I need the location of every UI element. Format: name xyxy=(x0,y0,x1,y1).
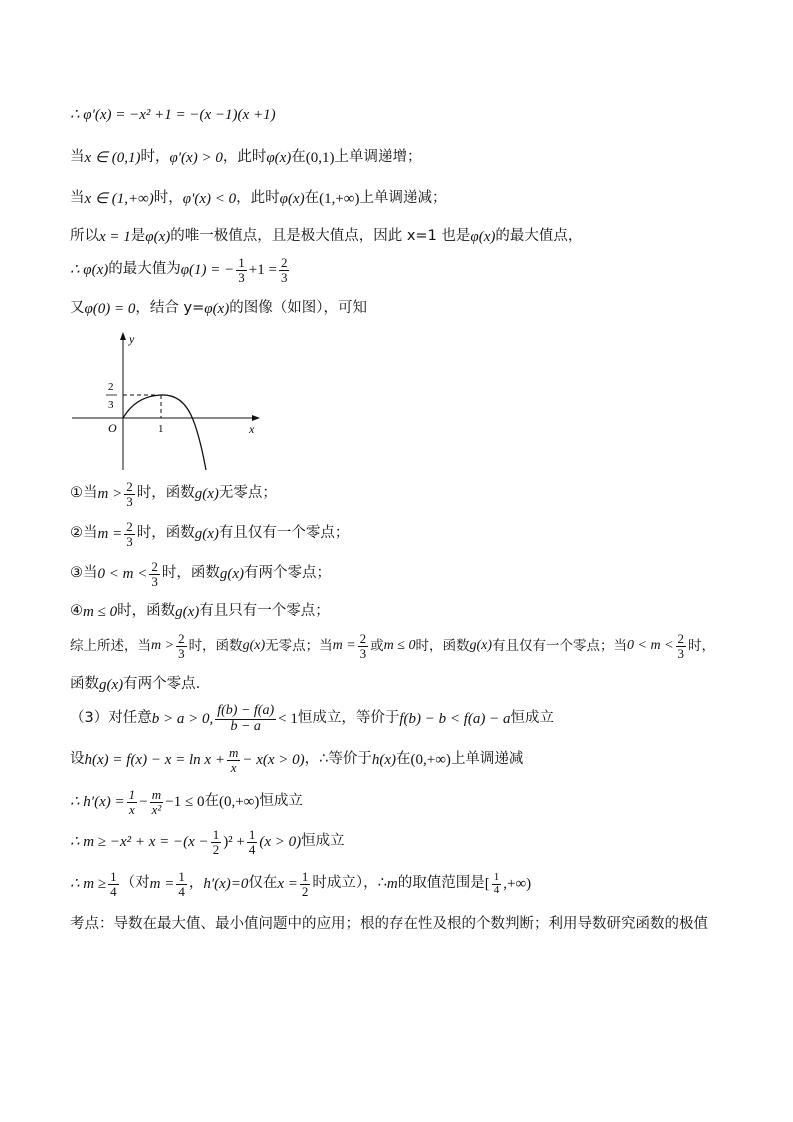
math: −1 ≤ 0 xyxy=(165,794,205,811)
text: 上单调递减； xyxy=(359,190,447,207)
text: 当 xyxy=(70,149,85,166)
x-tick-label: 1 xyxy=(158,423,164,435)
text: ①当 xyxy=(70,485,98,502)
text: 时，函数 xyxy=(188,638,243,655)
denominator: 3 xyxy=(677,645,685,661)
text: ④ xyxy=(70,603,83,620)
h-definition-line xyxy=(70,746,523,774)
fraction xyxy=(215,704,276,734)
math: ,+∞) xyxy=(503,876,532,893)
text: 无零点；当 xyxy=(265,638,333,655)
text: ， xyxy=(188,875,204,892)
text: ，此时 xyxy=(222,149,267,166)
fraction xyxy=(124,480,135,508)
denominator: x xyxy=(230,759,237,775)
fraction xyxy=(300,870,311,898)
fraction xyxy=(492,872,502,896)
math: +1 = xyxy=(248,262,277,279)
math: < 1 xyxy=(278,711,298,728)
math: φ(1) = − xyxy=(180,262,235,279)
denominator: 3 xyxy=(126,493,133,509)
summary-line-1 xyxy=(70,632,715,660)
math: g(x) xyxy=(175,604,200,620)
math: )² + xyxy=(223,834,245,851)
numerator: 1 xyxy=(178,869,185,884)
text: 上单调递增； xyxy=(334,149,422,166)
phi-curve xyxy=(123,395,206,470)
text: 又 xyxy=(70,300,85,317)
text: 时， xyxy=(688,638,716,655)
fraction xyxy=(150,788,164,816)
denominator: 4 xyxy=(248,841,256,857)
text: 恒成立，等价于 xyxy=(297,710,400,727)
text: 无零点； xyxy=(218,485,277,502)
text: 上单调递减 xyxy=(450,751,524,768)
text: 有且仅有一个零点； xyxy=(218,525,350,542)
fraction xyxy=(127,788,138,816)
text: 函数 xyxy=(70,676,99,693)
math: φ′(x) < 0 xyxy=(182,191,237,207)
h-derivative-line xyxy=(70,788,303,816)
text: 恒成立 xyxy=(301,833,345,850)
y-axis-label: y xyxy=(129,332,135,346)
numerator: 2 xyxy=(151,559,158,574)
denominator: b − a xyxy=(230,718,261,734)
denominator: 2 xyxy=(212,841,220,857)
text: 恒成立 xyxy=(259,793,303,810)
denominator: 2 xyxy=(301,883,309,899)
denominator: 3 xyxy=(126,533,133,549)
math: g(x) xyxy=(99,677,124,693)
text: 设 xyxy=(70,751,85,768)
math: m = xyxy=(332,637,356,653)
math: (1,+∞) xyxy=(319,191,360,207)
math: ∴ m ≥ −x² + x = −(x − xyxy=(70,834,209,851)
math: m xyxy=(386,876,398,893)
text: 所以 xyxy=(70,228,99,245)
numerator: m xyxy=(228,745,239,760)
math: φ(x) xyxy=(204,301,230,317)
math: m > xyxy=(151,637,175,653)
case-4-line xyxy=(70,603,330,621)
text: 时， xyxy=(140,149,170,166)
fraction xyxy=(176,632,187,660)
knowledge-points-text: 考点：导数在最大值、最小值问题中的应用；根的存在性及根的个数判断；利用导数研究函数的极值 xyxy=(70,916,708,932)
extreme-point-line xyxy=(70,228,582,246)
math: φ(x) xyxy=(266,150,292,166)
denominator: x² xyxy=(151,801,162,817)
text: 综上所述，当 xyxy=(70,638,151,655)
numerator: 2 xyxy=(178,631,185,646)
graph-intro-line xyxy=(70,300,367,318)
m-inequality-line xyxy=(70,828,345,856)
y-tick-numerator: 2 xyxy=(108,381,114,393)
text: ②当 xyxy=(70,525,98,542)
case-1-line xyxy=(70,480,277,508)
math: φ(x) xyxy=(145,229,171,245)
numerator: 1 xyxy=(212,827,220,842)
math: (0,+∞) xyxy=(410,752,451,769)
numerator: 1 xyxy=(301,869,309,884)
text: 在 xyxy=(396,751,411,768)
math: m = xyxy=(149,876,175,893)
denominator: 3 xyxy=(359,645,367,661)
math: φ′(x) > 0 xyxy=(169,150,223,166)
text: 在 xyxy=(291,149,306,166)
fraction xyxy=(358,632,369,660)
fraction xyxy=(236,256,247,284)
denominator: 3 xyxy=(238,269,245,285)
case-3-line xyxy=(70,560,331,588)
text: 的图像（如图），可知 xyxy=(229,300,367,317)
increase-line xyxy=(70,149,422,167)
math: − x(x > 0) xyxy=(242,752,305,769)
math: h′(x)=0 xyxy=(203,876,249,893)
numerator: 1 xyxy=(110,869,117,884)
text: 有两个零点； xyxy=(243,565,331,582)
text: 或 xyxy=(370,638,384,655)
numerator: 1 xyxy=(238,255,245,270)
text: （对 xyxy=(120,875,150,892)
math: m ≤ 0 xyxy=(83,604,118,620)
text: 是 xyxy=(130,228,146,245)
numerator: m xyxy=(151,787,162,802)
numerator: 2 xyxy=(677,631,685,646)
math: x = xyxy=(277,876,298,893)
numerator: 2 xyxy=(359,631,367,646)
part-3-line xyxy=(70,704,554,734)
x-axis-label: x xyxy=(249,422,255,436)
text: 时， xyxy=(153,190,183,207)
fraction xyxy=(211,828,222,856)
denominator: 3 xyxy=(280,269,288,285)
math: 0 < m < xyxy=(627,637,674,653)
denominator: 3 xyxy=(178,645,185,661)
text: 恒成立 xyxy=(510,710,555,727)
math: ∴ φ(x) xyxy=(70,262,109,279)
math: (0,+∞) xyxy=(218,794,260,811)
math: ∴ h′(x) = xyxy=(70,794,125,811)
y-tick-denominator: 3 xyxy=(108,399,114,411)
text: 在 xyxy=(204,793,219,810)
math: g(x) xyxy=(194,486,219,503)
text: 有且只有一个零点； xyxy=(199,603,330,620)
knowledge-points xyxy=(70,916,708,933)
math: h(x) = f(x) − x = ln x + xyxy=(84,752,225,769)
fraction xyxy=(247,828,258,856)
text: 时，函数 xyxy=(136,485,195,502)
y-axis-arrow xyxy=(120,332,126,340)
math: g(x) xyxy=(469,637,493,653)
text: ，此时 xyxy=(236,190,280,207)
case-2-line xyxy=(70,520,349,548)
derivative-line xyxy=(70,106,276,124)
fraction xyxy=(176,870,187,898)
math: x = 1 xyxy=(99,229,131,245)
origin-label: O xyxy=(108,421,117,435)
text: 的唯一极值点，且是极大值点，因此 x=1 也是 xyxy=(170,228,471,245)
fraction xyxy=(149,560,160,588)
text: 时，函数 xyxy=(415,638,470,655)
text: 时，函数 xyxy=(136,525,195,542)
fraction xyxy=(279,256,290,284)
text: 仅在 xyxy=(248,875,278,892)
derivative-expr: ∴ φ′(x) = −x² +1 = −(x −1)(x +1) xyxy=(70,107,276,123)
math: m > xyxy=(97,486,123,503)
text: 有且仅有一个零点；当 xyxy=(492,638,628,655)
denominator: 3 xyxy=(151,573,158,589)
summary-line-2 xyxy=(70,676,200,694)
text: （3）对任意 xyxy=(70,710,152,727)
math: φ(0) = 0 xyxy=(84,301,136,317)
denominator: 4 xyxy=(178,883,185,899)
numerator: f(b) − f(a) xyxy=(217,703,275,718)
text: 时成立），∴ xyxy=(312,875,387,892)
decrease-line xyxy=(70,190,447,208)
text: 的最大值为 xyxy=(108,261,181,278)
denominator: 4 xyxy=(493,883,500,896)
fraction xyxy=(676,632,687,660)
denominator: 4 xyxy=(110,883,117,899)
text: 时，函数 xyxy=(117,603,176,620)
math: 0 < m < xyxy=(97,566,148,583)
numerator: 1 xyxy=(493,871,500,884)
math: h(x) xyxy=(371,752,397,769)
denominator: x xyxy=(128,801,135,817)
math: ∴ m ≥ xyxy=(70,876,107,893)
phi-graph xyxy=(66,330,266,475)
math: φ(x) xyxy=(279,191,305,207)
math: x ∈ (0,1) xyxy=(84,150,141,166)
m-range-line xyxy=(70,870,531,898)
math: m = xyxy=(97,526,123,543)
math: g(x) xyxy=(219,566,244,583)
math: m ≤ 0 xyxy=(383,637,416,653)
math: (x > 0) xyxy=(259,834,302,851)
text: 的最大值点， xyxy=(495,228,583,245)
math: f(b) − b < f(a) − a xyxy=(399,711,511,728)
x-axis-arrow xyxy=(252,415,260,421)
math: x ∈ (1,+∞) xyxy=(84,191,154,207)
numerator: 2 xyxy=(280,255,288,270)
text: 当 xyxy=(70,190,85,207)
text: 有两个零点. xyxy=(123,676,201,693)
math: g(x) xyxy=(242,637,266,653)
numerator: 2 xyxy=(126,519,133,534)
math: g(x) xyxy=(194,526,219,543)
fraction xyxy=(108,870,119,898)
math: φ(x) xyxy=(470,229,496,245)
math: − xyxy=(139,794,148,811)
math: b > a > 0, xyxy=(151,711,214,728)
text: 在 xyxy=(304,190,320,207)
max-value-line xyxy=(70,256,291,284)
text: 时，函数 xyxy=(161,565,220,582)
math: [ xyxy=(484,876,490,893)
numerator: 1 xyxy=(248,827,256,842)
numerator: 2 xyxy=(126,479,133,494)
text: ③当 xyxy=(70,565,98,582)
text: ，∴等价于 xyxy=(304,751,372,768)
fraction xyxy=(124,520,135,548)
text: ，结合 y= xyxy=(135,300,205,317)
math: (0,1) xyxy=(305,150,335,166)
text: 的取值范围是 xyxy=(397,875,485,892)
fraction xyxy=(227,746,240,774)
numerator: 1 xyxy=(128,787,136,802)
